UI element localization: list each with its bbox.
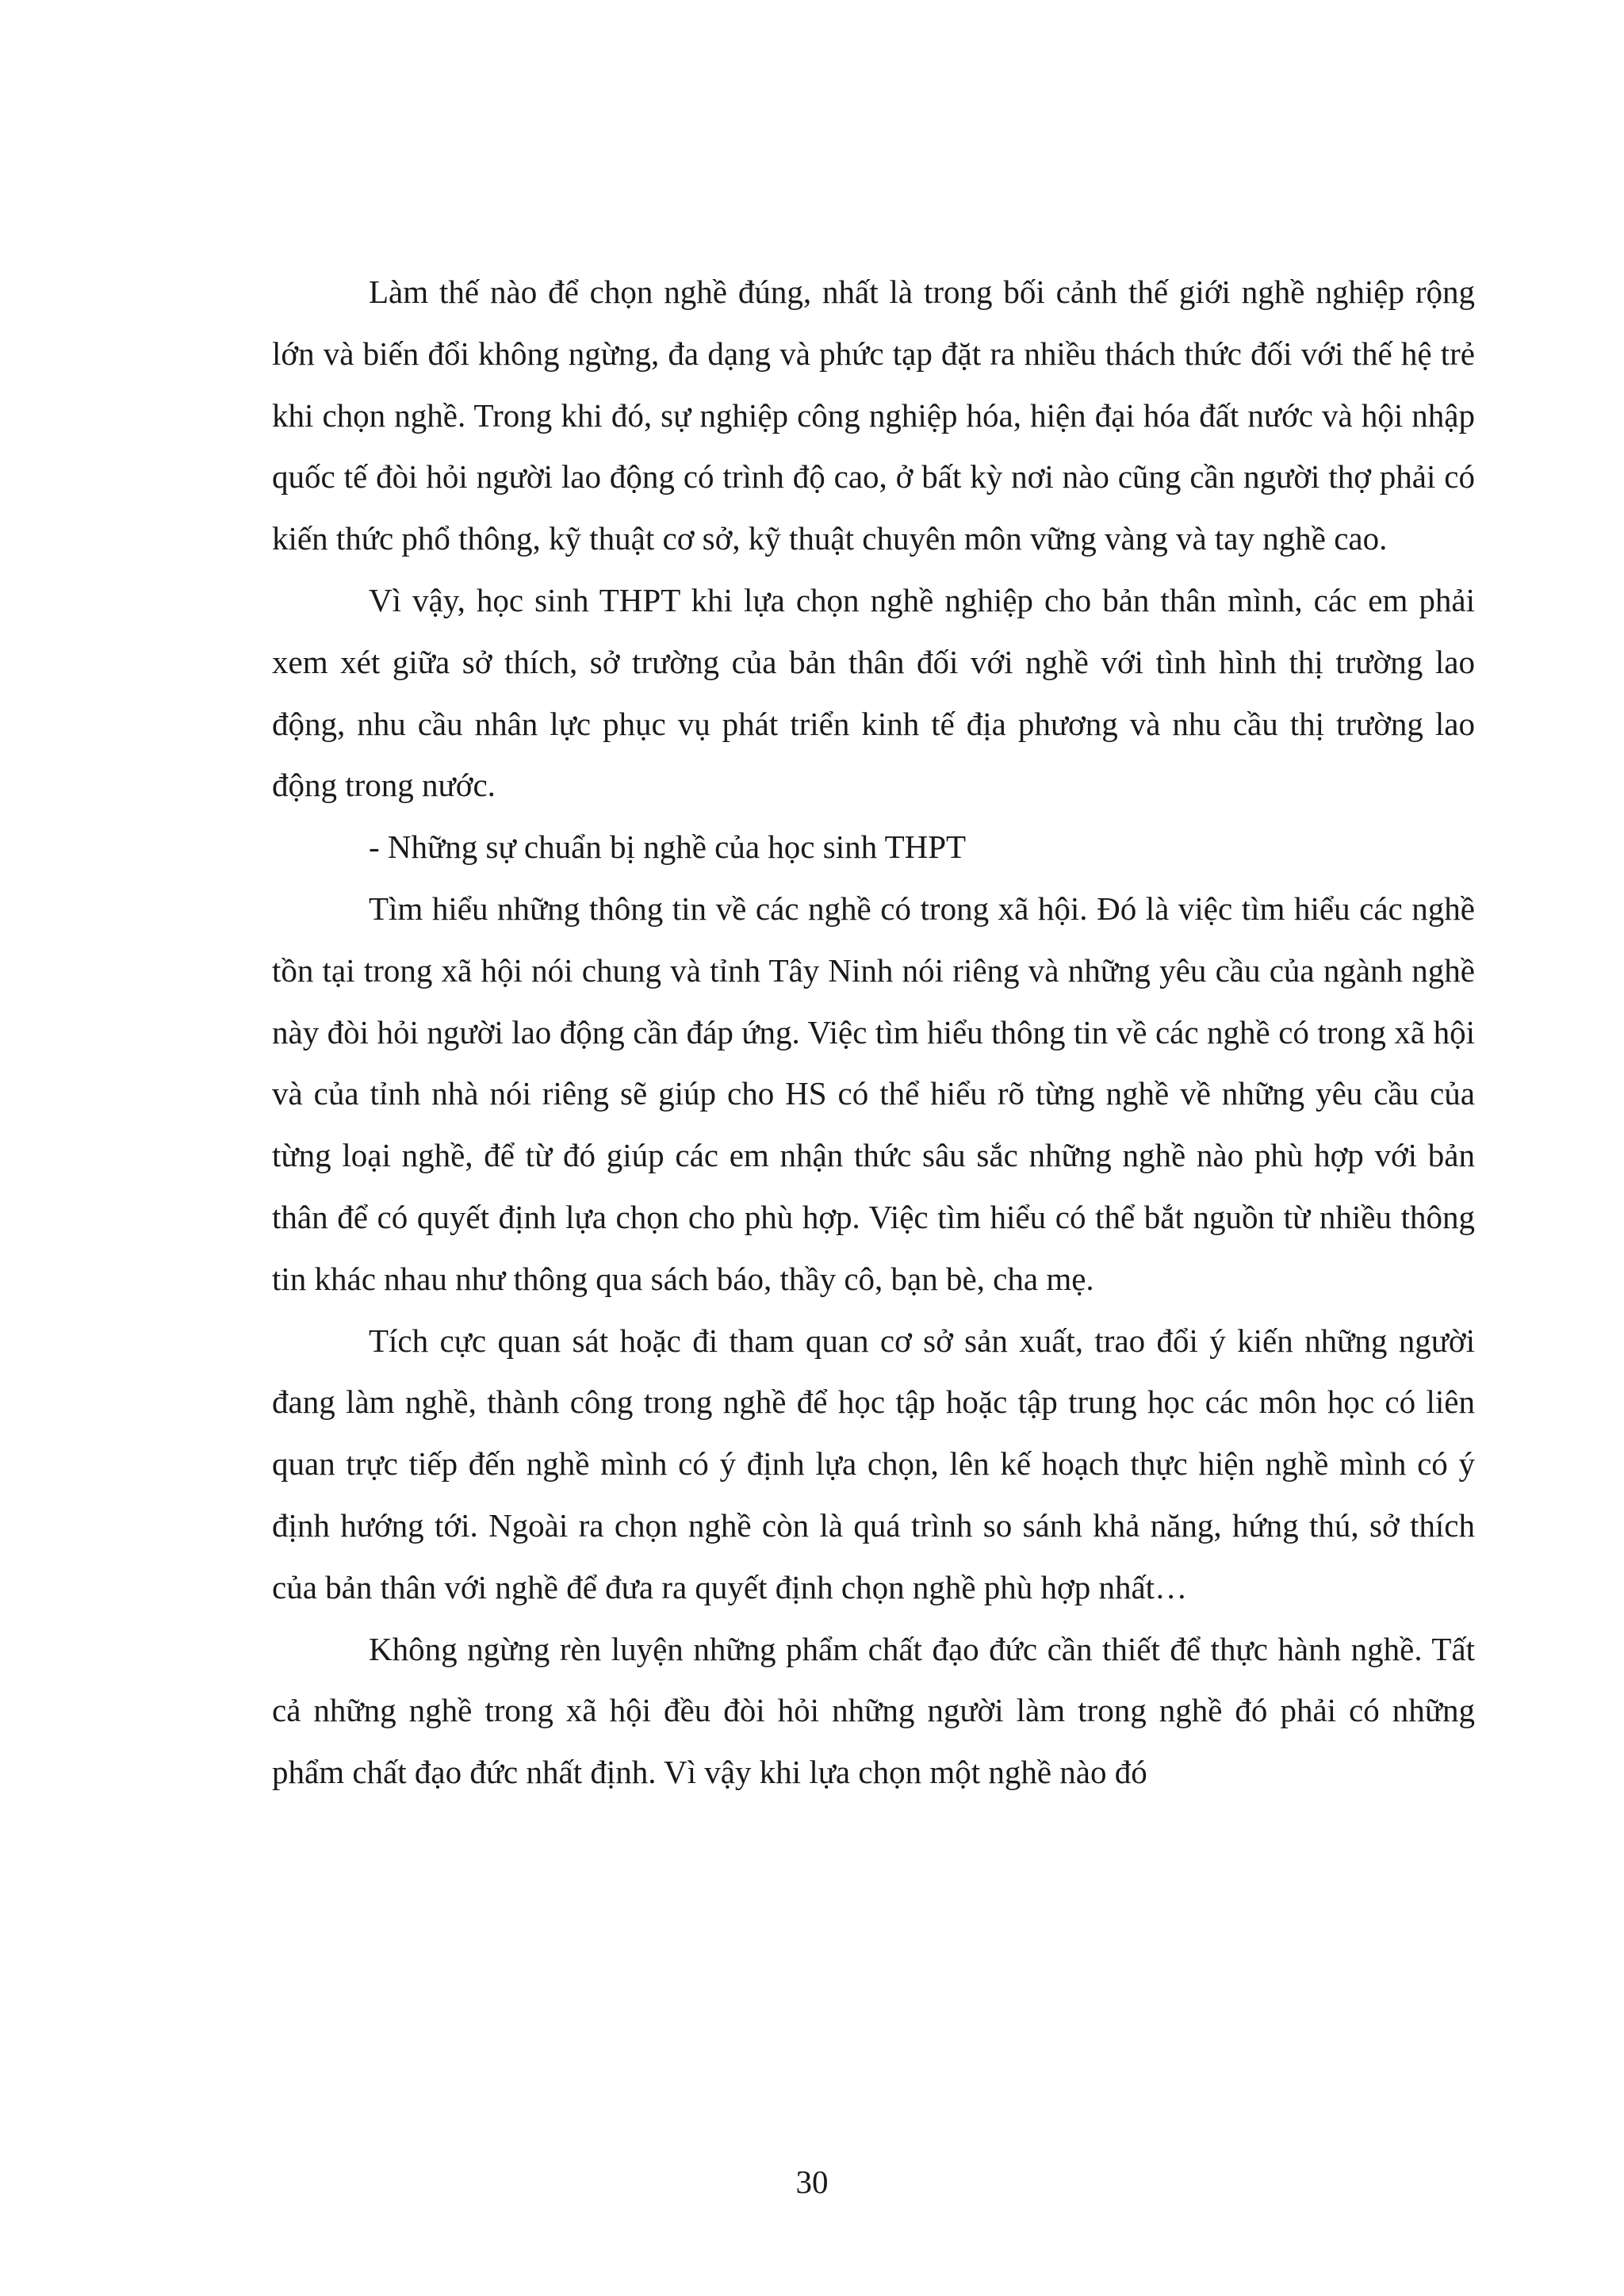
body-text bbox=[272, 262, 1475, 1804]
paragraph-observation: Tích cực quan sát hoặc đi tham quan cơ sở sản xuất, trao đổi ý kiến những người đang làm nghề, thành công trong nghề để học tập hoặc tập trung học các môn học có liên quan trực tiếp đến nghề mình có ý định lựa chọn, lên kế hoạch thực hiện nghề mình có ý định hướng tới. Ngoài ra chọn nghề còn là quá trình so sánh khả năng, hứng thú, sở thích của bản thân với nghề để đưa ra quyết định chọn nghề phù hợp nhất… bbox=[272, 1322, 1475, 1605]
page-number: 30 bbox=[795, 2164, 829, 2200]
paragraph-ethics: Không ngừng rèn luyện những phẩm chất đạo đức cần thiết để thực hành nghề. Tất cả những nghề trong xã hội đều đòi hỏi những người làm trong nghề đó phải có những phẩm chất đạo đức nhất định. Vì vậy khi lựa chọn một nghề nào đó bbox=[272, 1630, 1475, 1791]
paragraph-student-considerations: Vì vậy, học sinh THPT khi lựa chọn nghề nghiệp cho bản thân mình, các em phải xem xét giữa sở thích, sở trường của bản thân đối với nghề với tình hình thị trường lao động, nhu cầu nhân lực phục vụ phát triển kinh tế địa phương và nhu cầu thị trường lao động trong nước. bbox=[272, 581, 1475, 804]
paragraph-preparation-heading: - Những sự chuẩn bị nghề của học sinh THPT bbox=[369, 828, 967, 866]
paragraph-career-choice: Làm thế nào để chọn nghề đúng, nhất là trong bối cảnh thế giới nghề nghiệp rộng lớn và biến đổi không ngừng, đa dạng và phức tạp đặt ra nhiều thách thức đối với thế hệ trẻ khi chọn nghề. Trong khi đó, sự nghiệp công nghiệp hóa, hiện đại hóa đất nước và hội nhập quốc tế đòi hỏi người lao động có trình độ cao, ở bất kỳ nơi nào cũng cần người thợ phải có kiến thức phổ thông, kỹ thuật cơ sở, kỹ thuật chuyên môn vững vàng và tay nghề cao. bbox=[272, 274, 1475, 557]
paragraph-career-information: Tìm hiểu những thông tin về các nghề có trong xã hội. Đó là việc tìm hiểu các nghề tồn tại trong xã hội nói chung và tỉnh Tây Ninh nói riêng và những yêu cầu của ngành nghề này đòi hỏi người lao động cần đáp ứng. Việc tìm hiểu thông tin về các nghề có trong xã hội và của tỉnh nhà nói riêng sẽ giúp cho HS có thể hiểu rõ từng nghề về những yêu cầu của từng loại nghề, để từ đó giúp các em nhận thức sâu sắc những nghề nào phù hợp với bản thân để có quyết định lựa chọn cho phù hợp. Việc tìm hiểu có thể bắt nguồn từ nhiều thông tin khác nhau như thông qua sách báo, thầy cô, bạn bè, cha mẹ. bbox=[272, 890, 1475, 1297]
